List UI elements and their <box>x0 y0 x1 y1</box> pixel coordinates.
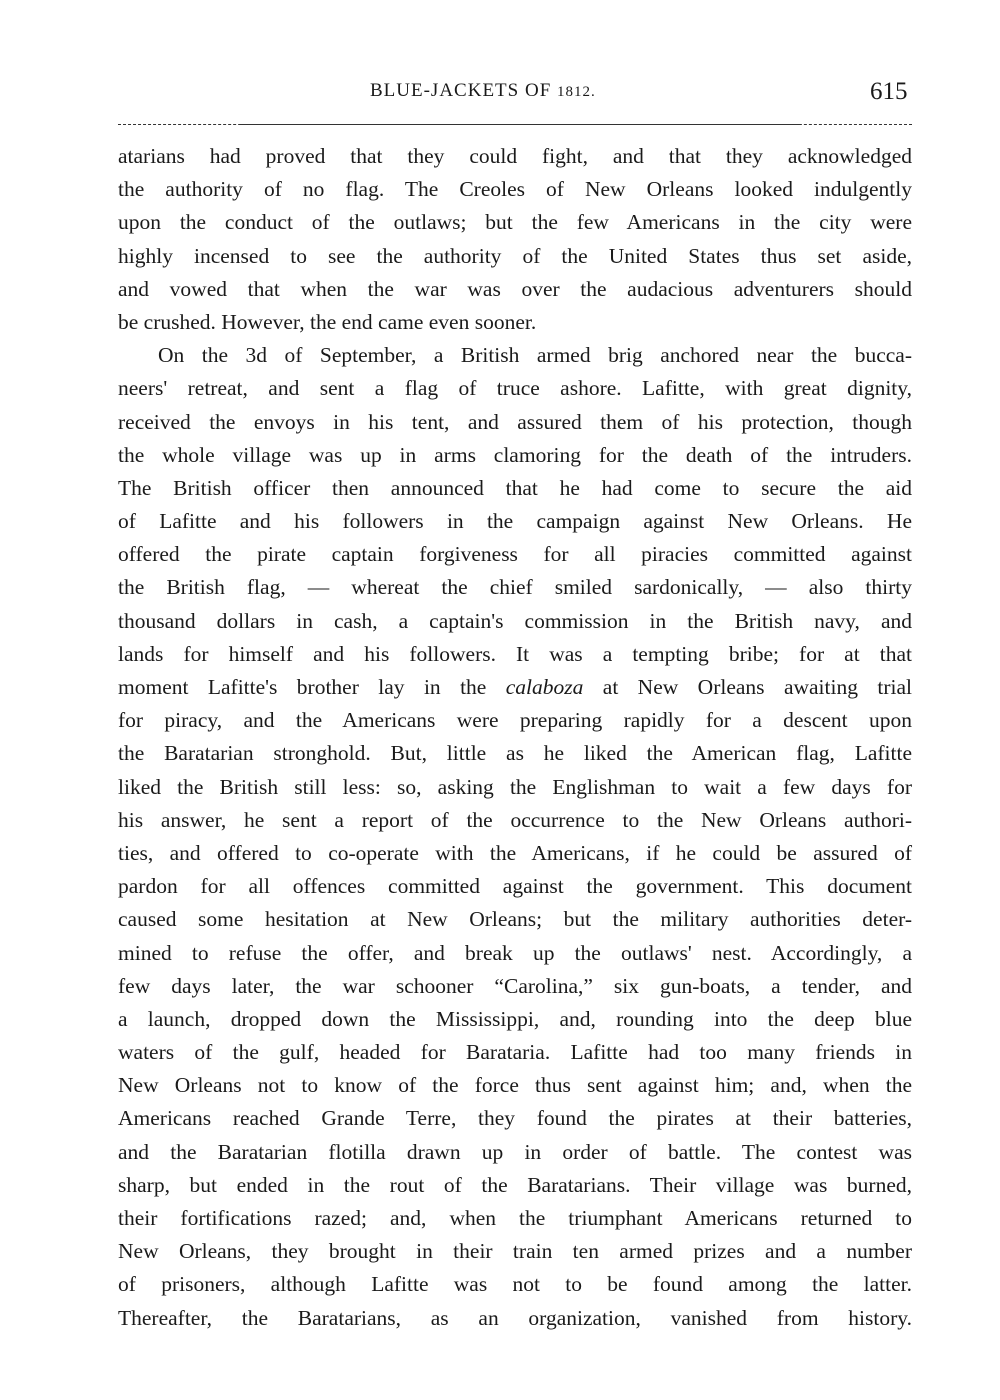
text-line: and the Baratarian flotilla drawn up in order of battle. The contest was <box>118 1139 912 1164</box>
text-line: On the 3d of September, a British armed brig anchored near the bucca- <box>158 343 912 368</box>
header-rule-solid <box>240 124 800 125</box>
text-line: of prisoners, although Lafitte was not to be found among the latter. <box>118 1272 912 1297</box>
title-year: 1812. <box>557 84 596 100</box>
text-line: their fortifications razed; and, when the triumphant Americans returned to <box>118 1206 912 1230</box>
text-line: pardon for all offences committed against the government. This document <box>118 874 912 899</box>
text-line: New Orleans, they brought in their train ten armed prizes and a number <box>118 1239 912 1264</box>
text-line: lands for himself and his followers. It was a tempting bribe; for at that <box>118 641 912 666</box>
text-line: Thereafter, the Baratarians, as an organization, vanished from history. <box>118 1305 912 1330</box>
text-line: liked the British still less: so, asking the Englishman to wait a few days for <box>118 774 912 799</box>
text-line: The British officer then announced that he had come to secure the aid <box>118 475 912 500</box>
text-line: highly incensed to see the authority of the United States thus set aside, <box>118 243 912 268</box>
text-line: waters of the gulf, headed for Barataria. Lafitte had too many friends in <box>118 1040 912 1065</box>
text-line: the British flag, — whereat the chief smiled sardonically, — also thirty <box>118 575 912 600</box>
text-line: his answer, he sent a report of the occurrence to the New Orleans authori- <box>118 807 912 832</box>
text-segment: moment Lafitte's brother lay in the <box>118 675 506 699</box>
text-line: and vowed that when the war was over the audacious adventurers should <box>118 276 912 301</box>
title-text: BLUE-JACKETS OF <box>370 80 552 101</box>
text-line: the authority of no flag. The Creoles of New Orleans looked indulgently <box>118 177 912 202</box>
text-line: for piracy, and the Americans were preparing rapidly for a descent upon <box>118 708 912 733</box>
text-line: New Orleans not to know of the force thus sent against him; and, when the <box>118 1073 912 1098</box>
text-line: upon the conduct of the outlaws; but the few Americans in the city were <box>118 210 912 235</box>
text-line: be crushed. However, the end came even sooner. <box>118 309 537 334</box>
body-text <box>118 140 912 1335</box>
text-line: caused some hesitation at New Orleans; but the military authorities deter- <box>118 907 912 932</box>
running-head-title <box>370 80 596 102</box>
text-line: thousand dollars in cash, a captain's commission in the British navy, and <box>118 608 912 633</box>
text-line: a launch, dropped down the Mississippi, and, rounding into the deep blue <box>118 1006 912 1031</box>
text-line: few days later, the war schooner “Carolina,” six gun-boats, a tender, and <box>118 973 912 998</box>
italic-word: calaboza <box>505 675 584 699</box>
text-line: sharp, but ended in the rout of the Baratarians. Their village was burned, <box>118 1172 912 1197</box>
text-segment: at New Orleans awaiting trial <box>583 675 912 699</box>
text-line: received the envoys in his tent, and assured them of his protection, though <box>118 409 912 434</box>
running-head <box>0 78 1000 108</box>
text-line: the Baratarian stronghold. But, little as he liked the American flag, Lafitte <box>118 741 912 766</box>
text-line: the whole village was up in arms clamoring for the death of the intruders. <box>118 442 912 467</box>
text-line: of Lafitte and his followers in the campaign against New Orleans. He <box>118 509 912 534</box>
page-number: 615 <box>870 78 908 105</box>
text-line <box>118 671 912 704</box>
text-line: Americans reached Grande Terre, they found the pirates at their batteries, <box>118 1106 912 1131</box>
text-line: ties, and offered to co-operate with the Americans, if he could be assured of <box>118 840 912 865</box>
text-line: neers' retreat, and sent a flag of truce ashore. Lafitte, with great dignity, <box>118 376 912 401</box>
text-line: mined to refuse the offer, and break up the outlaws' nest. Accordingly, a <box>118 940 912 965</box>
text-line: atarians had proved that they could fight, and that they acknowledged <box>118 144 912 168</box>
text-line: offered the pirate captain forgiveness for all piracies committed against <box>118 542 912 567</box>
